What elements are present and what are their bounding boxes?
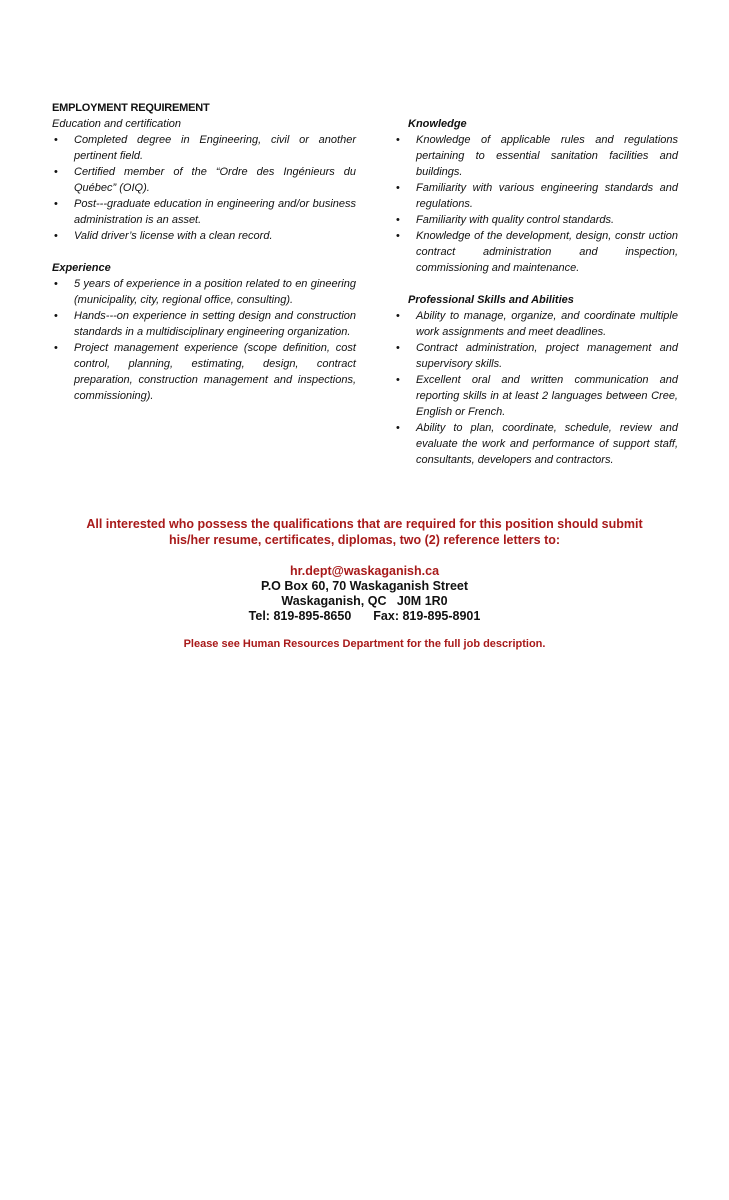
hr-email-link[interactable]: hr.dept@waskaganish.ca <box>289 564 440 578</box>
bullet-icon: • <box>54 134 58 146</box>
list-item: • Valid driver’s license with a clean record. <box>54 230 273 242</box>
bullet-icon: • <box>396 182 400 194</box>
address-line-1: P.O Box 60, 70 Waskaganish Street <box>260 579 469 593</box>
list-item: • Post‐‐‐graduate education in engineering and/or business administration is an asset. <box>54 198 356 226</box>
address-line-2: Waskaganish, QC J0M 1R0 <box>281 594 448 608</box>
requirements-left-column <box>52 100 356 404</box>
bullet-icon: • <box>54 310 58 322</box>
telephone-number: Tel: 819-895-8650 <box>248 609 352 623</box>
list-item: • Knowledge of applicable rules and regulations pertaining to essential sanitation facilities and buildings. <box>396 134 678 178</box>
bullet-icon: • <box>54 166 58 178</box>
knowledge-subheading: Knowledge <box>408 118 467 130</box>
bullet-icon: • <box>396 214 400 226</box>
employment-requirement-heading: EMPLOYMENT REQUIREMENT <box>52 102 210 114</box>
list-item: • 5 years of experience in a position related to en gineering (municipality, city, regional office, consulting). <box>54 278 356 306</box>
bullet-icon: • <box>396 374 400 386</box>
list-item: • Completed degree in Engineering, civil or another pertinent field. <box>54 134 356 162</box>
skills-subheading: Professional Skills and Abilities <box>408 294 574 306</box>
education-subheading: Education and certification <box>52 118 182 130</box>
experience-list <box>52 276 356 404</box>
bullet-icon: • <box>54 198 58 210</box>
list-item: • Project management experience (scope definition, cost control, planning, estimating, design, contract preparation, construction management and inspections, commissioning). <box>54 342 356 402</box>
bullet-icon: • <box>54 230 58 242</box>
phone-fax-line <box>0 609 729 624</box>
list-item: • Familiarity with quality control standards. <box>396 214 615 226</box>
application-contact-block <box>0 516 729 652</box>
requirements-right-column <box>394 116 678 468</box>
bullet-icon: • <box>54 278 58 290</box>
list-item: • Knowledge of the development, design, constr uction contract administration and inspection, commissioning and maintenance. <box>396 230 678 274</box>
list-item: • Ability to plan, coordinate, schedule, review and evaluate the work and performance of support staff, consultants, developers and contractors. <box>396 422 678 466</box>
list-item: • Familiarity with various engineering standards and regulations. <box>396 182 678 210</box>
list-item: • Contract administration, project management and supervisory skills. <box>396 342 678 370</box>
knowledge-list <box>394 132 678 276</box>
application-instructions: All interested who possess the qualifications that are required for this position should submit his/her resume, certificates, diplomas, two (2) reference letters to: <box>86 517 643 547</box>
fax-number: Fax: 819-895-8901 <box>373 609 481 623</box>
full-description-note: Please see Human Resources Department for the full job description. <box>183 638 546 650</box>
experience-subheading: Experience <box>52 262 111 274</box>
list-item: • Excellent oral and written communication and reporting skills in at least 2 languages between Cree, English or French. <box>396 374 678 418</box>
bullet-icon: • <box>396 134 400 146</box>
bullet-icon: • <box>396 422 400 434</box>
bullet-icon: • <box>396 230 400 242</box>
list-item: • Certified member of the “Ordre des Ingénieurs du Québec” (OIQ). <box>54 166 356 194</box>
list-item: • Ability to manage, organize, and coordinate multiple work assignments and meet deadlines. <box>396 310 678 338</box>
bullet-icon: • <box>396 310 400 322</box>
bullet-icon: • <box>396 342 400 354</box>
list-item: • Hands‐‐‐on experience in setting design and construction standards in a multidisciplinary engineering organization. <box>54 310 356 338</box>
education-list <box>52 132 356 244</box>
skills-list <box>394 308 678 468</box>
bullet-icon: • <box>54 342 58 354</box>
